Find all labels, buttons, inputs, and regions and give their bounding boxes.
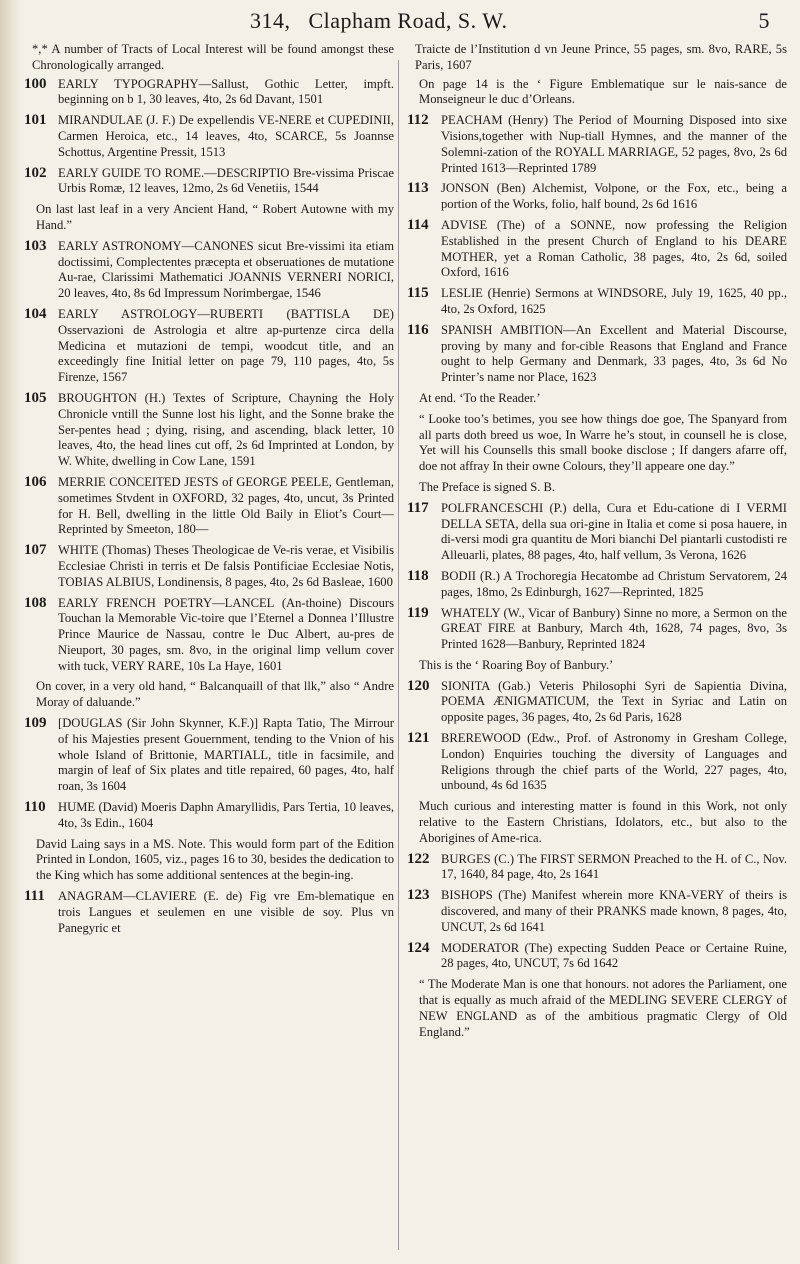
entry-text: LESLIE (Henrie) Sermons at WINDSORE, July 19, 1625, 40 pp., 4to, 2s Oxford, 1625 bbox=[441, 286, 787, 316]
catalogue-entry bbox=[24, 543, 394, 590]
catalogue-entry bbox=[24, 800, 394, 832]
entry-text: BURGES (C.) The FIRST SERMON Preached to the H. of C., Nov. 17, 1640, 84 page, 4to, 2s 1641 bbox=[441, 851, 787, 882]
entry-text: BROUGHTON (H.) Textes of Scripture, Chayning the Holy Chronicle vntill the Sunne lost his light, and the Sonne brake the Ser-pentes head ; dying, rising, and ascending, black letter, 10 leaves, 4to, the head lines cut off, 2s 6d Imprinted at London, by W. White, dwelling in Cow Lane, 1591 bbox=[58, 390, 394, 469]
entry-number: 124 bbox=[407, 939, 430, 956]
catalogue-entry bbox=[407, 731, 787, 794]
right-column bbox=[407, 42, 787, 1045]
entry-number: 108 bbox=[24, 594, 47, 611]
entry-note: “ The Moderate Man is one that honours. not adores the Parliament, one that is equally as much afraid of the MEDLING SEVERE CLERGY of NEW ENGLAND as of the ambitious pragmatic Clergy of Old England.” bbox=[419, 977, 787, 1039]
catalogue-entry bbox=[24, 716, 394, 795]
entry-number: 120 bbox=[407, 677, 430, 694]
entry-number: 123 bbox=[407, 887, 430, 904]
catalogue-entry bbox=[24, 475, 394, 538]
column-divider bbox=[398, 60, 399, 1250]
catalogue-entry bbox=[24, 889, 394, 936]
catalogue-entry bbox=[407, 286, 787, 318]
entry-number: 121 bbox=[407, 730, 430, 747]
right-entry-list bbox=[407, 113, 787, 1040]
entry-note: On cover, in a very old hand, “ Balcanquaill of that llk,” also “ Andre Moray of daluande.” bbox=[36, 679, 394, 710]
entry-number: 101 bbox=[24, 112, 47, 129]
entry-note: On last last leaf in a very Ancient Hand, “ Robert Autowne with my Hand.” bbox=[36, 202, 394, 232]
catalogue-entry bbox=[407, 852, 787, 884]
entry-number: 118 bbox=[407, 567, 429, 584]
entry-note: At end. ‘To the Reader.’ bbox=[419, 390, 541, 405]
catalogue-entry bbox=[407, 181, 787, 213]
entry-text: JONSON (Ben) Alchemist, Volpone, or the Fox, etc., being a portion of the Works, folio, half bound, 2s 6d 1616 bbox=[441, 181, 787, 212]
catalogue-entry bbox=[24, 391, 394, 470]
catalogue-entry bbox=[407, 569, 787, 601]
entry-number: 116 bbox=[407, 321, 429, 338]
left-column bbox=[24, 42, 394, 941]
entry-text: EARLY ASTRONOMY—CANONES sicut Bre-vissimi ita etiam doctissimi, Complectentes præcepta et obseruationes de mutatione Au-rae, Clarissimi Mathematici JOANNIS VERNERI NORICI, 20 leaves, 4to, 8s 6d Impressum Norimbergae, 1546 bbox=[58, 238, 394, 301]
catalogue-entry bbox=[407, 606, 787, 653]
entry-number: 105 bbox=[24, 389, 47, 406]
catalogue-entry bbox=[407, 113, 787, 176]
entry-note: Much curious and interesting matter is found in this Work, not only relative to the Eastern Christians, Idolators, etc., but also to the Aborigines of Ame-rica. bbox=[419, 799, 787, 845]
header-title: Clapham Road, S. W. bbox=[308, 8, 508, 33]
entry-number: 111 bbox=[24, 888, 45, 905]
entry-number: 110 bbox=[24, 799, 46, 816]
entry-number: 103 bbox=[24, 237, 47, 254]
entry-number: 107 bbox=[24, 542, 47, 559]
entry-number: 100 bbox=[24, 75, 47, 92]
entry-text: ANAGRAM—CLAVIERE (E. de) Fig vre Em-blematique en trois Langues et seulemen en une visible de soy. Plus vn Panegyric et bbox=[58, 889, 394, 935]
left-entry-list bbox=[24, 77, 394, 937]
entry-text: WHITE (Thomas) Theses Theologicae de Ve-ris verae, et Visibilis Ecclesiae Christi in terris et De falsis Pontificiae Ecclesiae Notis, TOBIAS ALBIUS, Londinensis, 8 pages, 4to, 2s 6d Basleae, 1600 bbox=[58, 543, 394, 589]
entry-number: 122 bbox=[407, 850, 430, 867]
catalogue-entry bbox=[407, 323, 787, 386]
header-number: 314, bbox=[250, 8, 291, 33]
entry-number: 115 bbox=[407, 285, 429, 302]
catalogue-entry bbox=[407, 888, 787, 935]
entry-number: 117 bbox=[407, 499, 429, 516]
catalogue-entry bbox=[407, 501, 787, 564]
catalogue-entry bbox=[407, 679, 787, 726]
right-intro: Traicte de l’Institution d vn Jeune Prince, 55 pages, sm. 8vo, RARE, 5s Paris, 1607 bbox=[415, 42, 787, 72]
entry-note: “ Looke too’s betimes, you see how things doe goe, The Spanyard from all parts doth breed us woe, In Warre he’s stout, in counsell he is close, Yet will his Counsells this small booke disclose ; If dangers afarre off, doe not affray In their owne Colours, they’ll appeare one day.” bbox=[419, 411, 787, 474]
entry-text: BREREWOOD (Edw., Prof. of Astronomy in Gresham College, London) Enquiries touching the diversity of Languages and Religions through the chief parts of the World, 227 pages, 4to, unbound, 4s 6d 1635 bbox=[441, 731, 787, 793]
entry-text: MERRIE CONCEITED JESTS of GEORGE PEELE, Gentleman, sometimes Stvdent in OXFORD, 32 pages, 4to, uncut, 3s Printed for H. Bell, dwelling in the little Old Baily in Eliot’s Court— Reprinted by Smeeton, 180— bbox=[58, 474, 394, 537]
entry-text: BODII (R.) A Trochoregia Hecatombe ad Christum Servatorem, 24 pages, 18mo, 2s Edinburgh, 1627—Reprinted, 1825 bbox=[441, 568, 787, 599]
entry-number: 106 bbox=[24, 473, 47, 490]
entry-text: WHATELY (W., Vicar of Banbury) Sinne no more, a Sermon on the GREAT FIRE at Banbury, March 4th, 1628, 74 pages, 8vo, 3s Printed 1628—Banbury, Reprinted 1824 bbox=[441, 605, 787, 652]
left-intro: *,* A number of Tracts of Local Interest will be found amongst these Chronologically arranged. bbox=[32, 42, 394, 72]
entry-text: SIONITA (Gab.) Veteris Philosophi Syri de Sapientia Divina, POEMA ÆNIGMATICUM, the Text in Syriac and Latin on opposite pages, 36 pages, 4to, 2s 6d Paris, 1628 bbox=[441, 678, 787, 725]
entry-text: MODERATOR (The) expecting Sudden Peace or Certaine Ruine, 28 pages, 4to, UNCUT, 7s 6d 1642 bbox=[441, 940, 787, 971]
entry-number: 102 bbox=[24, 164, 47, 181]
entry-number: 119 bbox=[407, 604, 429, 621]
catalogue-entry bbox=[24, 596, 394, 675]
entry-text: EARLY TYPOGRAPHY—Sallust, Gothic Letter, impft. beginning on b 1, 30 leaves, 4to, 2s 6d Davant, 1501 bbox=[58, 76, 394, 107]
torn-page-edge bbox=[0, 0, 22, 1264]
entry-text: BISHOPS (The) Manifest wherein more KNA-VERY of theirs is discovered, and many of their PRANKS made known, 8 pages, 4to, UNCUT, 2s 6d 1641 bbox=[441, 888, 787, 934]
entry-text: PEACHAM (Henry) The Period of Mourning Disposed into sixe Visions,together with Nup-tiall Hymnes, and the manner of the Solemni-zation of the ROYALL MARRIAGE, 52 pages, 8vo, 2s 6d Printed 1613—Reprinted 1789 bbox=[441, 113, 787, 175]
page-number: 5 bbox=[758, 8, 770, 33]
entry-text: POLFRANCESCHI (P.) della, Cura et Edu-catione di I VERMI DELLA SETA, della sua ori-gine in Italia et come si posa hauere, in di-versi modi gra quantitu de Mori bianchi Del piantarli custodisti re Alleuarli, plates, 88 pages, 4to, half vellum, 3s Verona, 1626 bbox=[441, 500, 787, 563]
entry-note: This is the ‘ Roaring Boy of Banbury.’ bbox=[419, 657, 614, 672]
right-intro-note: On page 14 is the ‘ Figure Emblematique sur le nais-sance de Monseigneur le duc d’Orleans. bbox=[419, 76, 787, 107]
entry-text: EARLY FRENCH POETRY—LANCEL (An-thoine) Discours Touchan la Memorable Vic-toire que l’Eternel a Donnea l’Illustre Prince Maurice de Nassau, contre le Duc Albert, au-pres de Nieuport, 30 pages, sm. 8vo, in the original limp vellum cover with tuck, VERY RARE, 10s La Haye, 1601 bbox=[58, 595, 394, 673]
entry-text: MIRANDULAE (J. F.) De expellendis VE-NERE et CUPEDINII, Carmen Heroica, etc., 14 leaves, 4to, SCARCE, 5s Joannse Schottus, Argentine Pressit, 1513 bbox=[58, 113, 394, 159]
entry-text: SPANISH AMBITION—An Excellent and Material Discourse, proving by many and for-cible Reasons that England and France ought to help Germany and Denmark, 33 pages, 4to, 3s 6d No Printer’s name nor Place, 1623 bbox=[441, 322, 787, 385]
entry-text: ADVISE (The) of a SONNE, now professing the Religion Established in the present Church of England to his DEARE MOTHER, yet a Roman Catholic, 38 pages, 4to, 2s 6d, soiled Oxford, 1616 bbox=[441, 217, 787, 280]
entry-text: [DOUGLAS (Sir John Skynner, K.F.)] Rapta Tatio, The Mirrour of his Majesties present Gouernment, tending to the Vnion of his whole Island of Brittonie, MARTIALL, title in facsimile, and margin of leaf of Six plates and title repaired, 60 pages, 4to, half roan, 3s 1604 bbox=[58, 716, 394, 794]
entry-note: David Laing says in a MS. Note. This would form part of the Edition Printed in London, 1605, viz., pages 16 to 30, besides the dedication to the King which has some additional sentences at the begin-ing. bbox=[36, 836, 394, 883]
entry-number: 113 bbox=[407, 180, 429, 197]
catalogue-entry bbox=[407, 218, 787, 281]
entry-note: The Preface is signed S. B. bbox=[419, 479, 556, 494]
entry-number: 109 bbox=[24, 715, 47, 732]
catalogue-entry bbox=[24, 307, 394, 386]
catalogue-entry bbox=[24, 77, 394, 109]
catalogue-entry bbox=[24, 113, 394, 160]
entry-number: 114 bbox=[407, 216, 429, 233]
entry-text: HUME (David) Moeris Daphn Amaryllidis, Pars Tertia, 10 leaves, 4to, 3s Edin., 1604 bbox=[58, 800, 394, 830]
catalogue-entry bbox=[24, 239, 394, 302]
entry-text: EARLY ASTROLOGY—RUBERTI (BATTISLA DE) Osservazioni de Astrologia et altre ap-purtenze circa della Medicina et mutazioni de tempi, woodcut title, and an exceedingly fine Initial letter on page 79, 110 pages, 4to, 5s Firenze, 1567 bbox=[58, 306, 394, 385]
catalogue-entry bbox=[24, 166, 394, 198]
entry-number: 104 bbox=[24, 305, 47, 322]
page-header bbox=[250, 8, 770, 36]
catalogue-entry bbox=[407, 941, 787, 973]
entry-text: EARLY GUIDE TO ROME.—DESCRIPTIO Bre-vissima Priscae Urbis Romæ, 12 leaves, 12mo, 2s 6d Venetiis, 1544 bbox=[58, 165, 394, 196]
entry-number: 112 bbox=[407, 112, 429, 129]
